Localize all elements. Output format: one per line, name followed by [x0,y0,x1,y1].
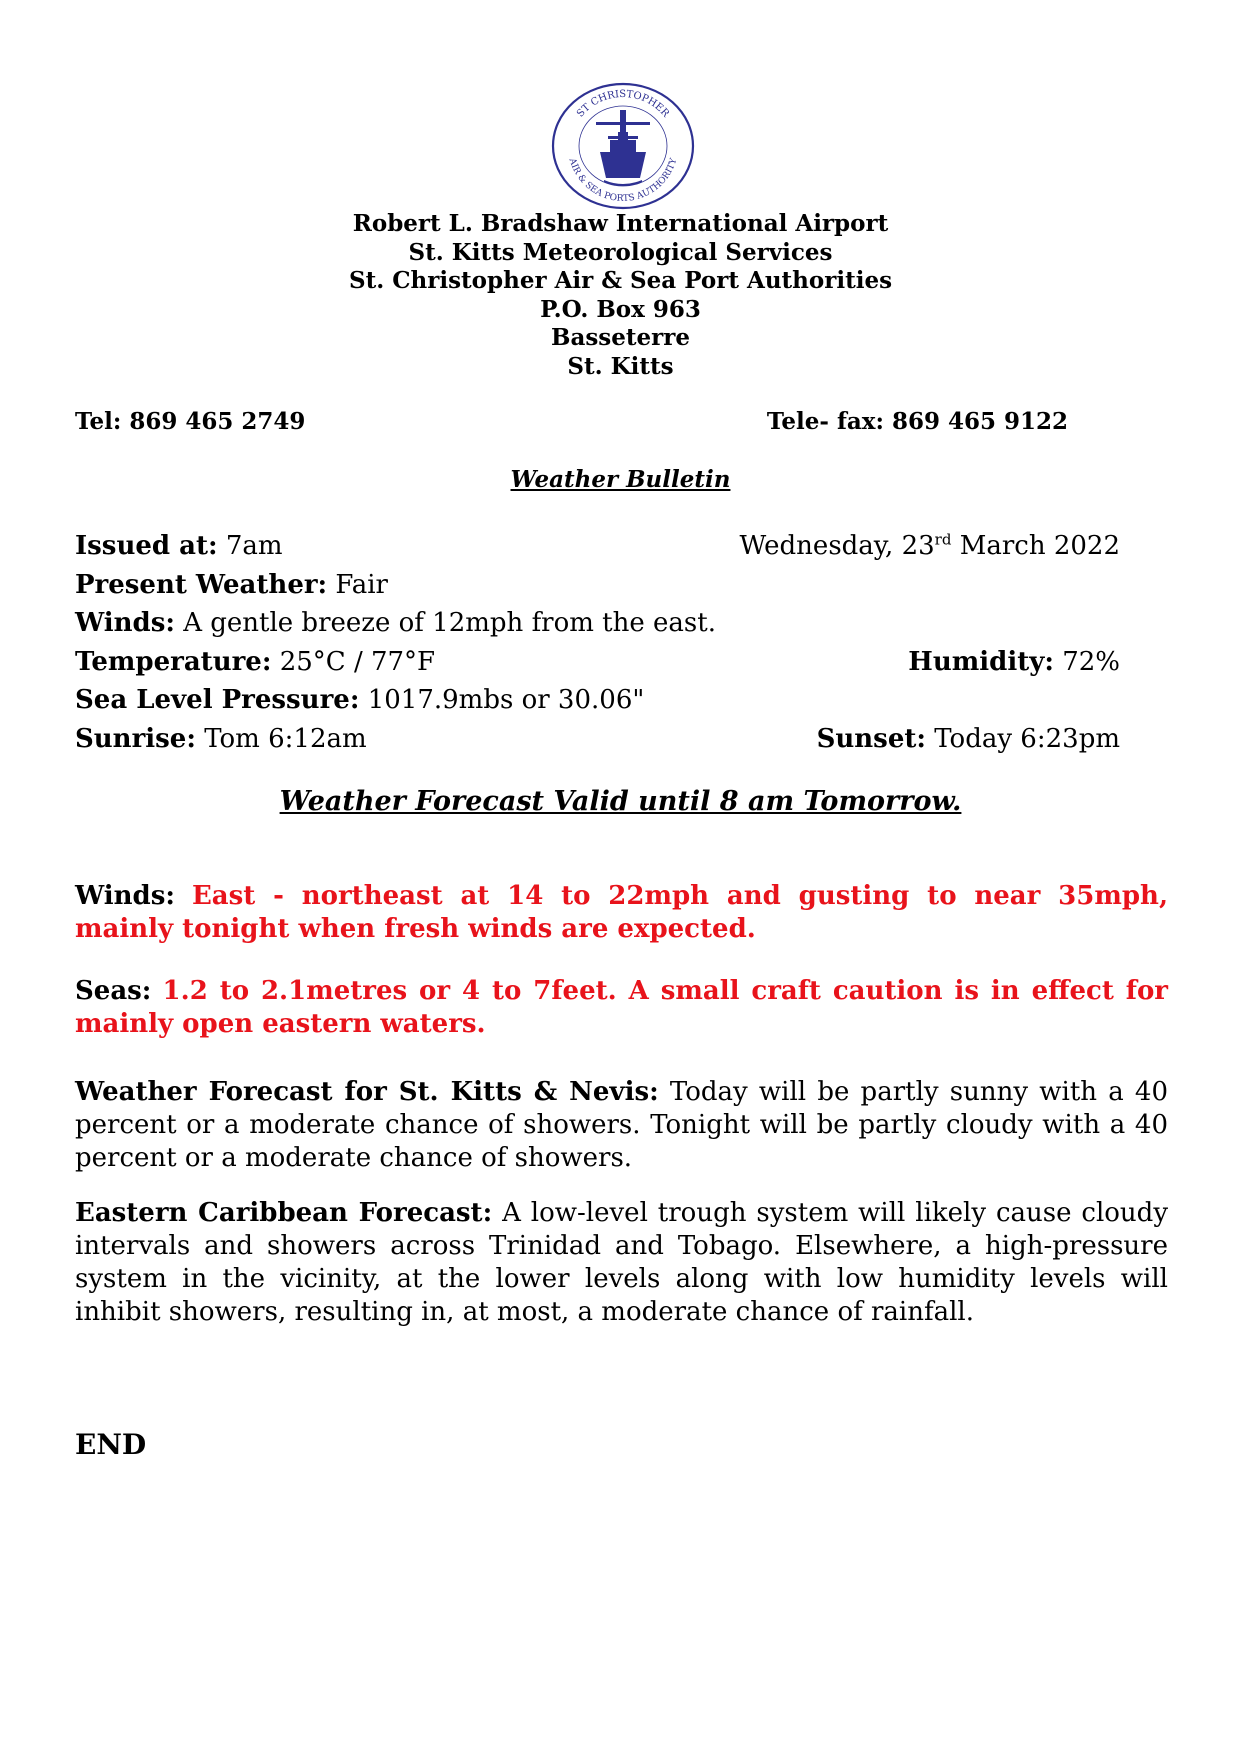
sunset-value: Today 6:23pm [934,723,1120,754]
temperature-row [75,643,1120,682]
local-forecast-text: Today will be partly sunny with a 40 percent or a moderate chance of showers. Tonight will be partly cloudy with a 40 percent or a moderate chance of showers. [75,1077,1168,1173]
present-weather-label: Present Weather: [75,569,328,600]
fax-number: Tele- fax: 869 465 9122 [766,408,1068,435]
forecast-seas-label: Seas: [75,976,152,1006]
forecast-winds-label: Winds: [75,881,175,911]
issued-label: Issued at: [75,531,218,561]
sunset-label: Sunset: [816,723,926,754]
caribbean-forecast-label: Eastern Caribbean Forecast: [75,1198,493,1228]
winds-row [75,604,1120,643]
header-address [0,210,1241,381]
header-line-pobox: P.O. Box 963 [540,295,701,323]
forecast-seas-text: 1.2 to 2.1metres or 4 to 7feet. A small craft caution is in effect for mainly open eastern waters. [75,976,1168,1039]
telephone-number: Tel: 869 465 2749 [75,408,306,435]
header-line-authority: St. Christopher Air & Sea Port Authorities [348,267,893,294]
caribbean-forecast-paragraph [75,1197,1168,1329]
humidity-label: Humidity: [908,646,1054,677]
issued-value: 7am [225,531,283,561]
present-weather-value: Fair [335,569,388,600]
seal-bottom-text: AIR & SEA PORTS AUTHORITY [566,157,680,205]
forecast-seas-paragraph [75,975,1168,1041]
winds-value: A gentle breeze of 12mph from the east. [183,608,716,638]
header-line-island: St. Kitts [567,352,674,380]
temperature-label: Temperature: [75,646,272,677]
end-marker: END [75,1428,147,1461]
pressure-label: Sea Level Pressure: [75,685,360,715]
header-line-services: St. Kitts Meteorological Services [408,238,833,266]
issued-row [75,527,1120,566]
forecast-title: Weather Forecast Valid until 8 am Tomorrow. [279,786,962,817]
contact-row [75,408,1068,435]
local-forecast-paragraph [75,1076,1168,1175]
temperature-value: 25°C / 77°F [279,646,436,677]
issue-date: Wednesday, 23rd March 2022 [739,530,1120,561]
humidity-value: 72% [1062,646,1120,677]
sunrise-value: Tom 6:12am [204,723,367,754]
ship-icon [600,132,646,186]
sunrise-label: Sunrise: [75,723,196,754]
header-line-airport: Robert L. Bradshaw International Airport [352,210,889,237]
bulletin-title: Weather Bulletin [510,466,731,493]
forecast-winds-text: East - northeast at 14 to 22mph and gusting to near 35mph, mainly tonight when fresh winds are expected. [75,881,1168,944]
caribbean-forecast-text: A low-level trough system will likely cause cloudy intervals and showers across Trinidad and Tobago. Elsewhere, a high-pressure system in the vicinity, at the lower levels along with low humidity levels will inhibit showers, resulting in, at most, a moderate chance of rainfall. [75,1198,1169,1327]
observations-block [75,527,1120,758]
local-forecast-label: Weather Forecast for St. Kitts & Nevis: [75,1077,659,1107]
present-weather-row [75,566,1120,605]
authority-seal-logo [548,80,698,210]
pressure-value: 1017.9mbs or 30.06" [367,685,645,715]
header-line-city: Basseterre [551,324,690,351]
pressure-row [75,681,1120,720]
seal-top-text: ST CHRISTOPHER [574,88,672,120]
forecast-winds-paragraph [75,880,1168,946]
sun-row [75,720,1120,759]
winds-label: Winds: [75,608,175,638]
